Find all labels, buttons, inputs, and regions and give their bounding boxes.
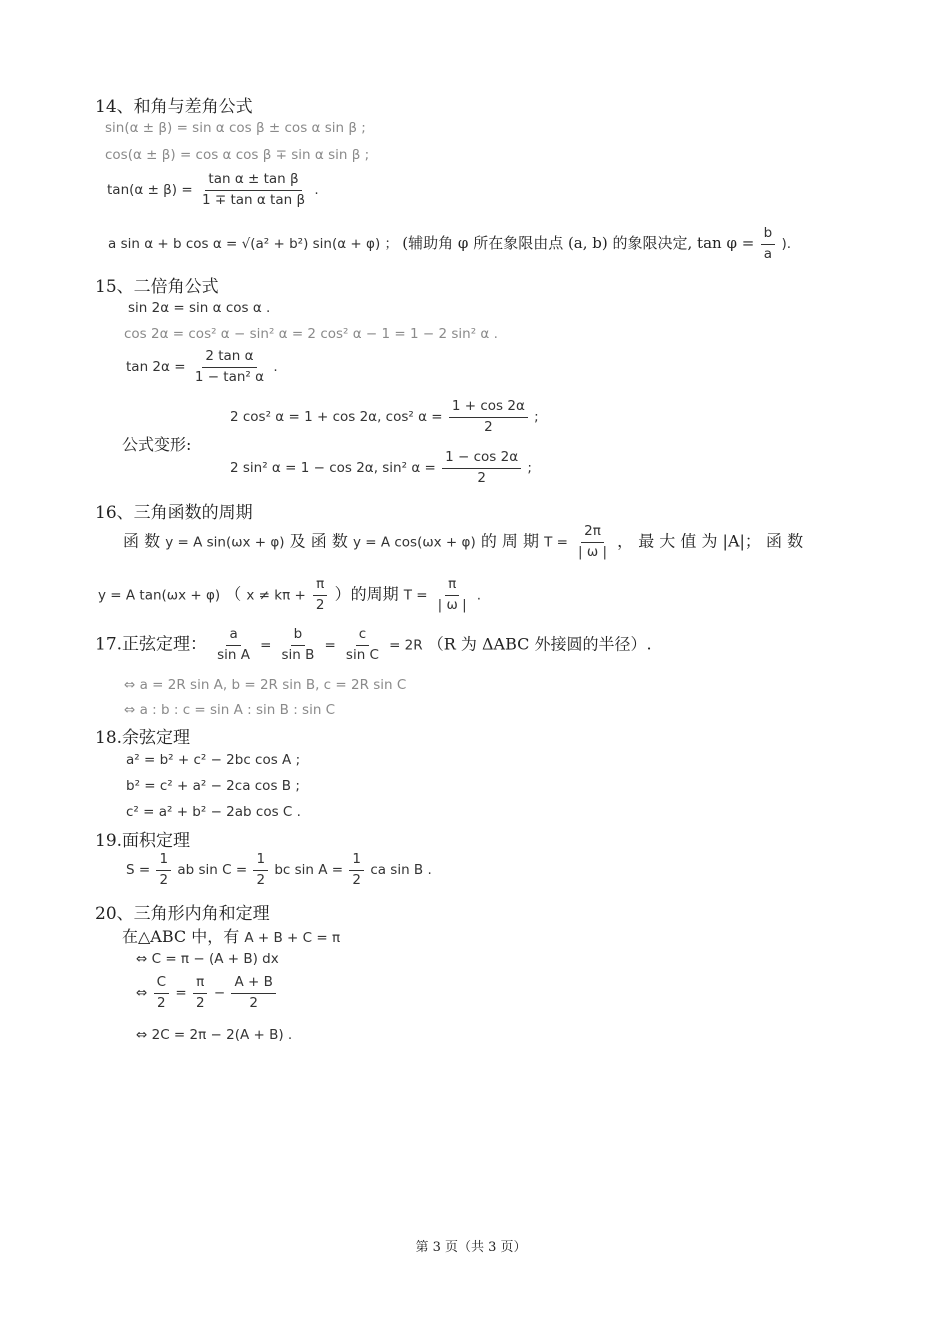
sine-den-c: sin C: [345, 646, 379, 663]
section-16-title: 16、三角函数的周期: [95, 503, 253, 523]
step2-num-3: A + B: [231, 976, 275, 994]
step2-num-1: C: [154, 976, 169, 994]
cond-denominator: 2: [315, 596, 325, 613]
sum-diff-sin-formula: sin(α ± β) = sin α cos β ± cos α sin β ;: [105, 120, 366, 136]
tan-lhs: tan(α ± β) =: [107, 182, 193, 198]
v1-numerator: 1 + cos 2α: [449, 400, 528, 418]
section-15-title: 15、二倍角公式: [95, 277, 219, 297]
step2-frac-2: [193, 976, 208, 1010]
tan2-lhs: tan 2α =: [126, 359, 186, 375]
period-numerator: 2π: [581, 525, 604, 543]
aux-lhs: a sin α + b cos α = √(a² + b²) sin(α + φ) ；: [108, 236, 398, 252]
half-num-3: 1: [349, 853, 364, 871]
cosine-law-a: a² = b² + c² − 2bc cos A ;: [126, 752, 301, 768]
period-word-1: 函 数: [123, 531, 161, 551]
half-fraction-3: [349, 853, 364, 887]
cosine-law-b: b² = c² + a² − 2ca cos B ;: [126, 778, 300, 794]
half-den-2: 2: [256, 871, 266, 888]
aux-denominator: a: [763, 245, 773, 262]
aux-end: ).: [781, 236, 792, 252]
v2-numerator: 1 − cos 2α: [442, 451, 521, 469]
tan2-denominator: 1 − tan² α: [194, 368, 265, 385]
sine-den-b: sin B: [281, 646, 315, 663]
angle-sum-step-2: [136, 976, 278, 1010]
formula-variant-label: 公式变形:: [122, 435, 192, 454]
period-t-label-2: T =: [403, 587, 428, 604]
area-term-1: ab sin C =: [177, 862, 248, 878]
period-end: .: [476, 587, 482, 604]
period-func-cos: y = A cos(ωx + φ): [352, 534, 476, 551]
angle-sum-step-3: ⇔ 2C = 2π − 2(A + B) .: [136, 1027, 293, 1043]
cond-numerator: π: [313, 578, 327, 596]
half-fraction-2: [253, 853, 268, 887]
period-func-sin: y = A sin(ωx + φ): [165, 534, 285, 551]
sine-num-c: c: [356, 628, 369, 646]
step2-den-2: 2: [195, 994, 205, 1011]
equals-2: =: [324, 637, 336, 654]
period-line-1: [123, 525, 803, 559]
angle-sum-step-1: ⇔ C = π − (A + B) dx: [136, 951, 279, 967]
sine-num-a: a: [226, 628, 240, 646]
step2-arrow: ⇔: [136, 985, 148, 1001]
tan-numerator: tan α ± tan β: [205, 173, 301, 191]
v1-lhs: 2 cos² α = 1 + cos 2α, cos² α =: [230, 409, 443, 425]
section-18-title: 18.余弦定理: [95, 728, 191, 748]
section-14-title: 14、和角与差角公式: [95, 97, 253, 117]
tan2-end: .: [273, 359, 278, 375]
v1-end: ;: [534, 409, 539, 425]
half-num-1: 1: [156, 853, 171, 871]
half-num-2: 1: [253, 853, 268, 871]
step2-frac-3: [231, 976, 275, 1010]
step2-den-1: 2: [157, 994, 166, 1011]
period-denominator: | ω |: [578, 543, 608, 560]
sine-note: （R 为 ΔABC 外接圆的半径）.: [427, 634, 652, 654]
period-fraction-2: [435, 578, 470, 612]
angle-sum-formula: A + B + C = π: [244, 930, 341, 946]
sum-diff-cos-formula: cos(α ± β) = cos α cos β ∓ sin α sin β ;: [105, 147, 370, 163]
v2-end: ;: [527, 460, 532, 476]
v2-denominator: 2: [477, 469, 486, 486]
tan-end: .: [314, 182, 319, 198]
period-word-4: ， 最 大 值 为 |A|； 函 数: [617, 531, 804, 551]
sine-num-b: b: [291, 628, 306, 646]
step2-equals: =: [175, 985, 187, 1001]
period-numerator-2: π: [445, 578, 459, 596]
sine-frac-b: [279, 628, 318, 662]
period-denominator-2: | ω |: [437, 596, 467, 613]
half-fraction-1: [156, 853, 171, 887]
double-tan-formula: [126, 350, 278, 384]
half-den-1: 2: [159, 871, 169, 888]
period-cond-fraction: [313, 578, 328, 612]
sine-rhs: = 2R: [389, 637, 423, 654]
aux-text: (辅助角 φ 所在象限由点 (a, b) 的象限决定, tan φ =: [402, 234, 755, 252]
sum-diff-tan-formula: [107, 173, 319, 207]
sine-frac-c: [343, 628, 382, 662]
double-sin-formula: sin 2α = sin α cos α .: [128, 300, 271, 316]
step2-num-2: π: [193, 976, 207, 994]
period-paren-open: （: [225, 584, 242, 604]
area-term-3: ca sin B .: [370, 862, 432, 878]
tan2-fraction: [192, 350, 267, 384]
period-word-5: ）的周期: [334, 584, 399, 604]
variant-sin-formula: [230, 451, 532, 485]
angle-sum-intro-text: 在△ABC 中，有: [122, 927, 240, 946]
period-func-tan: y = A tan(ωx + φ): [98, 587, 221, 604]
period-fraction: [575, 525, 610, 559]
step2-frac-1: [154, 976, 169, 1010]
sine-law-implication-1: ⇔ a = 2R sin A, b = 2R sin B, c = 2R sin C: [124, 677, 407, 693]
v1-denominator: 2: [484, 418, 493, 435]
angle-sum-intro: [122, 924, 340, 947]
v2-lhs: 2 sin² α = 1 − cos 2α, sin² α =: [230, 460, 436, 476]
equals-1: =: [260, 637, 272, 654]
page-footer: 第 3 页（共 3 页）: [415, 1240, 527, 1255]
sine-den-a: sin A: [217, 646, 251, 663]
tan-denominator: 1 ∓ tan α tan β: [201, 191, 306, 208]
sine-law-implication-2: ⇔ a : b : c = sin A : sin B : sin C: [124, 702, 336, 718]
auxiliary-angle-formula: [108, 227, 791, 261]
period-word-3: 的 周 期: [480, 531, 539, 551]
section-20-title: 20、三角形内角和定理: [95, 904, 270, 924]
section-19-title: 19.面积定理: [95, 831, 191, 851]
step2-minus: −: [213, 985, 226, 1001]
v1-fraction: [449, 400, 528, 434]
sine-frac-a: [214, 628, 253, 662]
aux-fraction: [761, 227, 776, 261]
half-den-3: 2: [352, 871, 362, 888]
period-t-label: T =: [544, 534, 568, 551]
step2-den-3: 2: [249, 994, 258, 1011]
area-term-2: bc sin A =: [274, 862, 344, 878]
area-lhs: S =: [126, 862, 151, 878]
tan-fraction: [199, 173, 308, 207]
aux-numerator: b: [761, 227, 776, 245]
sine-law-line: [95, 628, 652, 662]
variant-cos-formula: [230, 400, 539, 434]
period-line-2: [98, 578, 481, 612]
v2-fraction: [442, 451, 521, 485]
section-17-title: 17.正弦定理：: [95, 634, 208, 655]
area-formula: [126, 853, 432, 887]
cosine-law-c: c² = a² + b² − 2ab cos C .: [126, 804, 301, 820]
tan2-numerator: 2 tan α: [202, 350, 256, 368]
double-cos-formula: cos 2α = cos² α − sin² α = 2 cos² α − 1 = 1 − 2 sin² α .: [124, 326, 498, 342]
period-word-2: 及 函 数: [289, 531, 348, 551]
period-condition: x ≠ kπ +: [246, 587, 306, 604]
